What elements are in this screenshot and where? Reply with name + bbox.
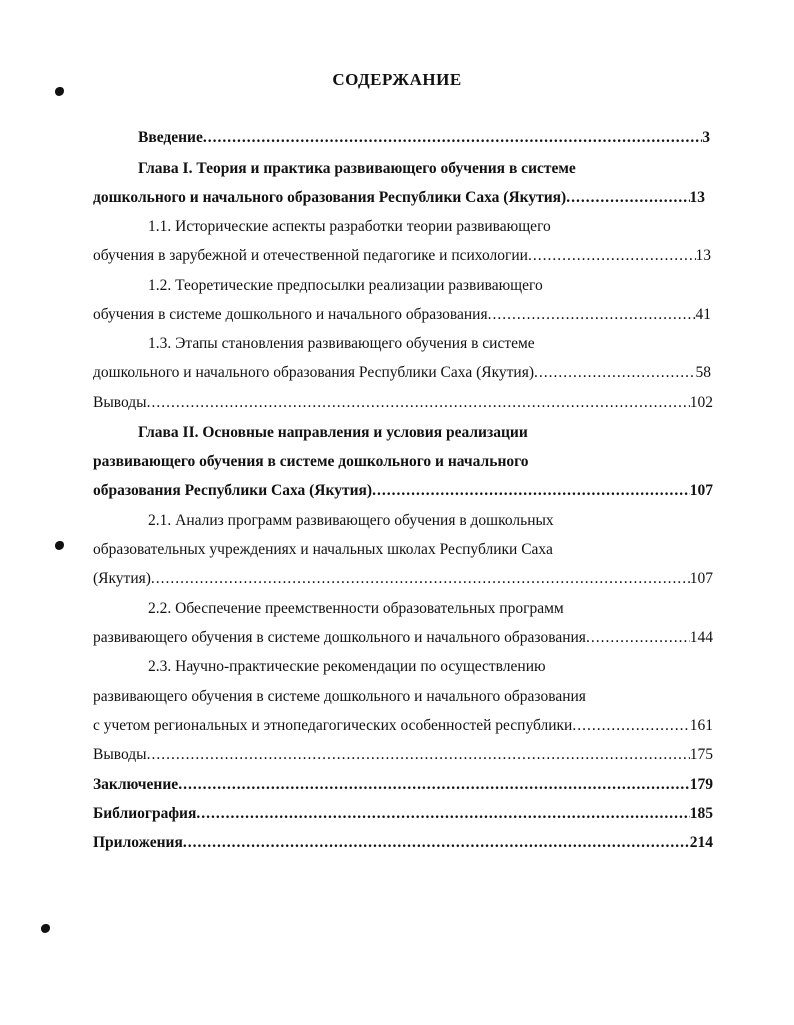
- toc-entry-label: развивающего обучения в системе дошкольного и начального образования: [93, 629, 586, 646]
- toc-entry-label: Введение: [138, 129, 203, 146]
- dot-leader: [372, 481, 690, 501]
- toc-entry-label: Заключение: [93, 776, 179, 793]
- dot-leader: [147, 393, 690, 413]
- toc-entry-label: дошкольного и начального образования Республики Саха (Якутия): [93, 364, 534, 381]
- toc-page-number: 161: [689, 717, 713, 734]
- toc-entry-label: Выводы: [93, 746, 147, 763]
- toc-page-number: 3: [702, 129, 710, 146]
- toc-page-number: 144: [689, 629, 713, 646]
- toc-entry-chapter-2[interactable]: [93, 481, 713, 501]
- toc-page-number: 214: [689, 834, 713, 851]
- toc-entry-chapter-2-line-2: развивающего обучения в системе дошкольного и начального: [93, 453, 529, 470]
- toc-page-number: 179: [689, 776, 713, 793]
- toc-entry-label: обучения в системе дошкольного и начального образования: [93, 306, 488, 323]
- toc-entry-1-2-line-1: 1.2. Теоретические предпосылки реализации развивающего: [148, 277, 543, 294]
- dot-leader: [488, 305, 696, 325]
- toc-entry-conclusions-2[interactable]: [93, 745, 713, 765]
- toc-entry-bibliography[interactable]: [93, 804, 713, 824]
- toc-entry-2-2-line-1: 2.2. Обеспечение преемственности образовательных программ: [148, 600, 564, 617]
- toc-page-number: 58: [695, 364, 711, 381]
- toc-page-number: 102: [689, 394, 713, 411]
- toc-page-number: 41: [695, 306, 711, 323]
- toc-entry-label: Выводы: [93, 394, 147, 411]
- toc-entry-2-3-line-1: 2.3. Научно-практические рекомендации по осуществлению: [148, 658, 546, 675]
- toc-page-number: 107: [689, 482, 713, 499]
- toc-entry-2-1-line-1: 2.1. Анализ программ развивающего обучения в дошкольных: [148, 512, 554, 529]
- toc-entry-label: (Якутия): [93, 570, 151, 587]
- dot-leader: [572, 716, 689, 736]
- dot-leader: [528, 246, 696, 266]
- dot-leader: [196, 804, 689, 824]
- toc-entry-2-3[interactable]: [93, 716, 713, 736]
- toc-entry-2-3-line-2: развивающего обучения в системе дошкольного и начального образования: [93, 688, 586, 705]
- page-title: СОДЕРЖАНИЕ: [332, 70, 462, 89]
- toc-entry-2-2[interactable]: [93, 628, 713, 648]
- toc-entry-1-1[interactable]: [93, 246, 711, 266]
- toc-entry-chapter-1-line-1: Глава I. Теория и практика развивающего обучения в системе: [138, 160, 576, 177]
- toc-entry-label: образования Республики Саха (Якутия): [93, 482, 373, 499]
- toc-entry-1-1-line-1: 1.1. Исторические аспекты разработки теории развивающего: [148, 218, 551, 235]
- dot-leader: [178, 775, 690, 795]
- toc-entry-label: дошкольного и начального образования Республики Саха (Якутия): [93, 189, 567, 206]
- toc-entry-1-2[interactable]: [93, 305, 711, 325]
- toc-entry-chapter-1[interactable]: [93, 188, 705, 208]
- toc-entry-label: обучения в зарубежной и отечественной педагогике и психологии: [93, 247, 528, 264]
- toc-entry-conclusion[interactable]: [93, 775, 713, 795]
- dot-leader: [151, 569, 690, 589]
- dot-leader: [566, 188, 689, 208]
- toc-entry-appendices[interactable]: [93, 833, 713, 853]
- dot-leader: [183, 833, 690, 853]
- toc-entry-1-3[interactable]: [93, 363, 711, 383]
- toc-entry-chapter-2-line-1: Глава II. Основные направления и условия реализации: [138, 424, 528, 441]
- toc-page-number: 107: [689, 570, 713, 587]
- dot-leader: [147, 745, 690, 765]
- toc-entry-label: Библиография: [93, 805, 197, 822]
- toc-entry-label: с учетом региональных и этнопедагогических особенностей республики: [93, 717, 573, 734]
- toc-entry-1-3-line-1: 1.3. Этапы становления развивающего обучения в системе: [148, 335, 535, 352]
- toc-entry-label: Приложения: [93, 834, 183, 851]
- toc-entry-introduction[interactable]: [138, 128, 710, 148]
- dot-leader: [203, 128, 702, 148]
- toc-entry-2-1-line-2: образовательных учреждениях и начальных школах Республики Саха: [93, 541, 553, 558]
- dot-leader: [586, 628, 690, 648]
- toc-entry-conclusions-1[interactable]: [93, 393, 713, 413]
- toc-page-number: 13: [695, 247, 711, 264]
- toc-entry-2-1[interactable]: [93, 569, 713, 589]
- toc-page-number: 13: [689, 189, 705, 206]
- toc-page-number: 185: [689, 805, 713, 822]
- dot-leader: [534, 363, 696, 383]
- toc-page-number: 175: [689, 746, 713, 763]
